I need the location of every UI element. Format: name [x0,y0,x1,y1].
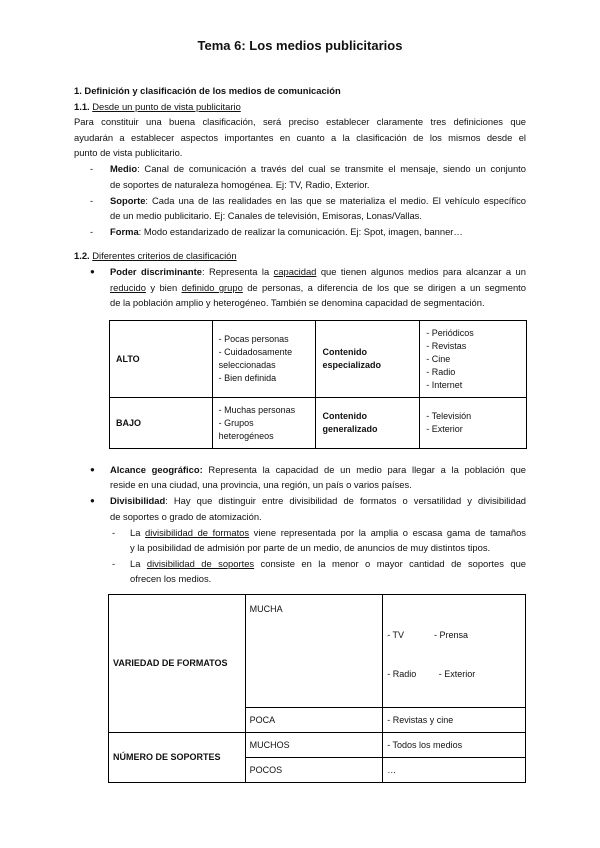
content-cell [316,321,420,398]
paragraph-line: Para constituir una buena clasificación, será preciso establecer claramente tres definiciones que [74,116,526,127]
cell-line: - Muchas personas [218,404,296,415]
divisibility-table [108,594,526,783]
definition-term: Medio [110,163,138,174]
poder-line-3: de la población amplio y heterogéneo. También se denomina capacidad de segmentación. [110,297,485,308]
cell-line: - Cuidadosamente [218,347,293,357]
dash-marker: - [90,195,94,206]
criterion-term: Alcance geográfico: [110,464,203,475]
cell-line: Contenido [322,411,367,421]
text-run: y bien [145,282,182,293]
table-row [109,595,526,708]
criterion-term: Divisibilidad [110,495,166,506]
divis-line-2: de soportes o grado de atomización. [110,511,262,522]
section-heading: 1. Definición y clasificación de los medios de comunicación [74,85,341,96]
definition-text: de un medio publicitario. Ej: Canales de televisión, Emisoras, Lonas/Vallas. [110,210,422,221]
text-run: La [130,558,147,569]
bullet-marker: ● [90,465,95,474]
cell-line: - Exterior [426,424,463,434]
bullet-marker: ● [90,496,95,505]
poder-line-2 [110,280,526,296]
cell-line: especializado [322,360,381,370]
text-run: reducido [110,282,146,293]
subsection-number: 1.1. [74,101,90,112]
text-run: de personas, a diferencia de los que se dirigen a un segmento [242,282,526,293]
cell-line: - Cine [426,353,451,364]
cell-line: - Bien definida [218,373,277,383]
alcance-line-1 [110,462,526,478]
page-title: Tema 6: Los medios publicitarios [197,38,403,53]
cell-line: - TV - Prensa [387,630,469,640]
subsection-heading [74,99,526,115]
cell-line: - Televisión [426,411,472,421]
text-run: : Hay que distinguir entre divisibilidad de formatos o versatilidad y divisibilidad [165,495,526,506]
dash-marker: - [90,226,94,237]
media-cell: … [383,758,526,783]
cell-line: Contenido [322,347,367,357]
level-cell: MUCHA [245,595,383,708]
subsection-number: 1.2. [74,250,90,261]
divis-line-1 [110,493,526,509]
table-row [109,733,526,758]
dash-marker: - [112,558,116,569]
paragraph-line: ayudarán a establecer aspectos importantes en cuanto a la clasificación de los mismos desde el [74,132,526,143]
definition-term: Soporte [110,195,146,206]
divis-formatos-line-1 [130,525,526,541]
group-label: VARIEDAD DE FORMATOS [109,595,246,733]
text-run: definido grupo [181,282,243,293]
definition-forma [110,224,526,240]
definition-medio [110,161,526,177]
media-cell [383,595,526,708]
media-cell: - Todos los medios [383,733,526,758]
definition-soporte [110,193,526,209]
cell-line: - Periódicos [426,327,474,338]
definition-text: : Cada una de las realidades en las que se materializa el medio. El vehículo específico [145,195,526,206]
text-run: divisibilidad de soportes [146,558,255,569]
dash-marker: - [90,163,94,174]
cell-line: - Grupos [218,417,254,428]
definition-text: : Modo estandarizado de realizar la comunicación. Ej: Spot, imagen, banner… [138,226,463,237]
row-label: ALTO [110,321,213,398]
text-run: que tienen algunos medios para alcanzar a un [316,266,526,277]
subsection-heading [74,248,526,264]
content-cell [316,398,420,449]
level-cell: POCOS [245,758,383,783]
cell-line: - Pocas personas [218,334,289,344]
cell-line: - Revistas [426,340,467,351]
subsection-title: Desde un punto de vista publicitario [92,101,241,112]
poder-line-1 [110,264,526,280]
media-cell: - Revistas y cine [383,708,526,733]
text-run: viene representada por la amplia o escasa gama de tamaños [249,527,526,538]
text-run: consiste en la menor o mayor cantidad de soportes que [254,558,526,569]
definition-term: Forma [110,226,139,237]
divis-formatos-line-2: y la posibilidad de admisión por parte de un medio, de anuncios de muy distintos tipos. [130,542,491,553]
cell-line: - Radio [426,366,456,377]
media-cell [420,321,527,398]
table-row [110,398,527,449]
discriminant-table [109,320,527,449]
row-label: BAJO [110,398,213,449]
dash-marker: - [112,527,116,538]
cell-line: seleccionadas [218,360,276,370]
criterion-term: Poder discriminante [110,266,202,277]
level-cell: POCA [245,708,383,733]
cell-line: heterogéneos [218,430,274,441]
cell-line: - Internet [426,379,463,390]
text-run: : Representa la [201,266,274,277]
divis-soportes-line-1 [130,556,526,572]
description-cell [212,321,316,398]
text-run: La [130,527,146,538]
cell-line: - Radio - Exterior [387,669,476,679]
text-run: Representa la capacidad de un medio para llegar a la población que [202,464,527,475]
text-run: divisibilidad de formatos [145,527,250,538]
paragraph-line: punto de vista publicitario. [74,147,183,158]
level-cell: MUCHOS [245,733,383,758]
divis-soportes-line-2: ofrecen los medios. [130,573,212,584]
bullet-marker: ● [90,267,95,276]
definition-text: de soportes de naturaleza homogénea. Ej: TV, Radio, Exterior. [110,179,370,190]
table-row [110,321,527,398]
media-cell [420,398,527,449]
text-run: capacidad [273,266,317,277]
alcance-line-2: reside en una ciudad, una provincia, una región, un país o varios países. [110,479,412,490]
subsection-title: Diferentes criterios de clasificación [92,250,237,261]
cell-line: generalizado [322,424,378,434]
group-label: NÚMERO DE SOPORTES [109,733,246,783]
definition-text: : Canal de comunicación a través del cual se transmite el mensaje, siendo un conjunto [137,163,526,174]
description-cell [212,398,316,449]
